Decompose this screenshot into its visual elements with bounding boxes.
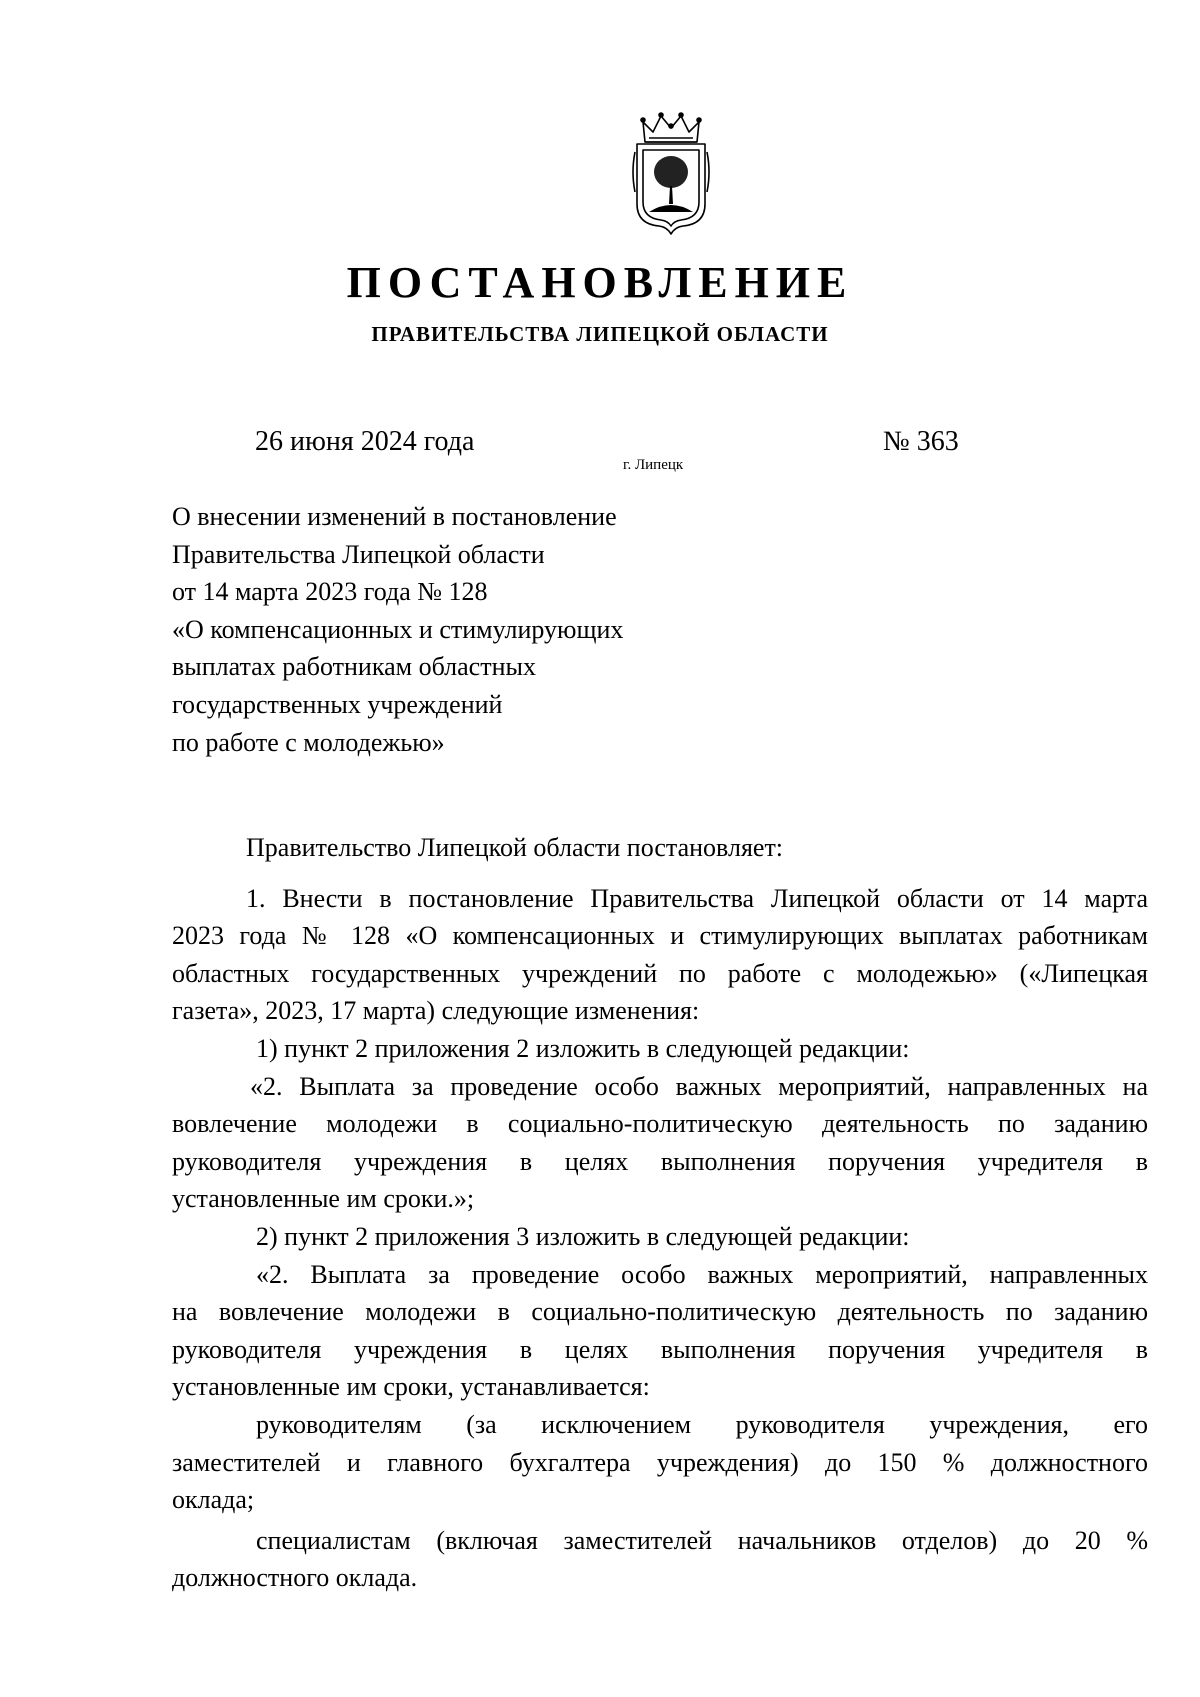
heading-line: «О компенсационных и стимулирующих: [172, 614, 624, 644]
text-line: 2023 года № 128 «О компенсационных и стимулирующих выплатах работникам: [172, 921, 1148, 951]
heading-line: по работе с молодежью»: [172, 727, 445, 757]
document-city: г. Липецк: [623, 457, 684, 473]
text-line: «2. Выплата за проведение особо важных мероприятий, направленных: [256, 1259, 1148, 1289]
text-line: газета», 2023, 17 марта) следующие изменения:: [172, 996, 700, 1026]
heading-line: Правительства Липецкой области: [172, 539, 545, 569]
text-line: руководителя учреждения в целях выполнения поручения учредителя в: [172, 1146, 1148, 1176]
text-line: заместителей и главного бухгалтера учреждения) до 150 % должностного: [172, 1447, 1148, 1477]
paragraph-1: [172, 880, 1148, 1030]
text-line: должностного оклада.: [172, 1563, 418, 1593]
specialists-paragraph: [172, 1522, 1148, 1597]
text-line: специалистам (включая заместителей начальников отделов) до 20 %: [256, 1525, 1148, 1555]
coat-of-arms-icon: [631, 112, 711, 236]
document-number: № 363: [883, 426, 959, 457]
text-line: вовлечение молодежи в социально-политическую деятельность по заданию: [172, 1109, 1148, 1139]
text-line: руководителя учреждения в целях выполнения поручения учредителя в: [172, 1334, 1148, 1364]
item-1: 1) пункт 2 приложения 2 изложить в следующей редакции:: [256, 1033, 910, 1063]
text-line: установленные им сроки.»;: [172, 1184, 475, 1214]
heading-line: государственных учреждений: [172, 689, 503, 719]
text-line: областных государственных учреждений по работе с молодежью» («Липецкая: [172, 958, 1148, 988]
document-title: ПОСТАНОВЛЕНИЕ: [346, 258, 854, 307]
heading-line: выплатах работникам областных: [172, 652, 536, 682]
quote-1: [172, 1068, 1148, 1218]
text-line: на вовлечение молодежи в социально-политическую деятельность по заданию: [172, 1297, 1148, 1327]
text-line: руководителям (за исключением руководителя учреждения, его: [256, 1409, 1148, 1439]
intro-paragraph: Правительство Липецкой области постановляет:: [246, 833, 784, 862]
text-line: «2. Выплата за проведение особо важных мероприятий, направленных на: [250, 1071, 1148, 1101]
text-line: оклада;: [172, 1485, 255, 1515]
quote-2: [172, 1256, 1148, 1406]
text-line: установленные им сроки, устанавливается:: [172, 1372, 650, 1402]
document-heading: [172, 498, 623, 761]
heading-line: О внесении изменений в постановление: [172, 502, 617, 531]
document-date: 26 июня 2024 года: [255, 426, 475, 457]
heading-line: от 14 марта 2023 года № 128: [172, 577, 488, 607]
document-body: [172, 829, 1148, 1597]
text-line: 1. Внести в постановление Правительства Липецкой области от 14 марта: [246, 883, 1148, 913]
managers-paragraph: [172, 1406, 1148, 1519]
item-2: 2) пункт 2 приложения 3 изложить в следующей редакции:: [256, 1221, 910, 1251]
issuer-subtitle: ПРАВИТЕЛЬСТВА ЛИПЕЦКОЙ ОБЛАСТИ: [371, 322, 829, 346]
